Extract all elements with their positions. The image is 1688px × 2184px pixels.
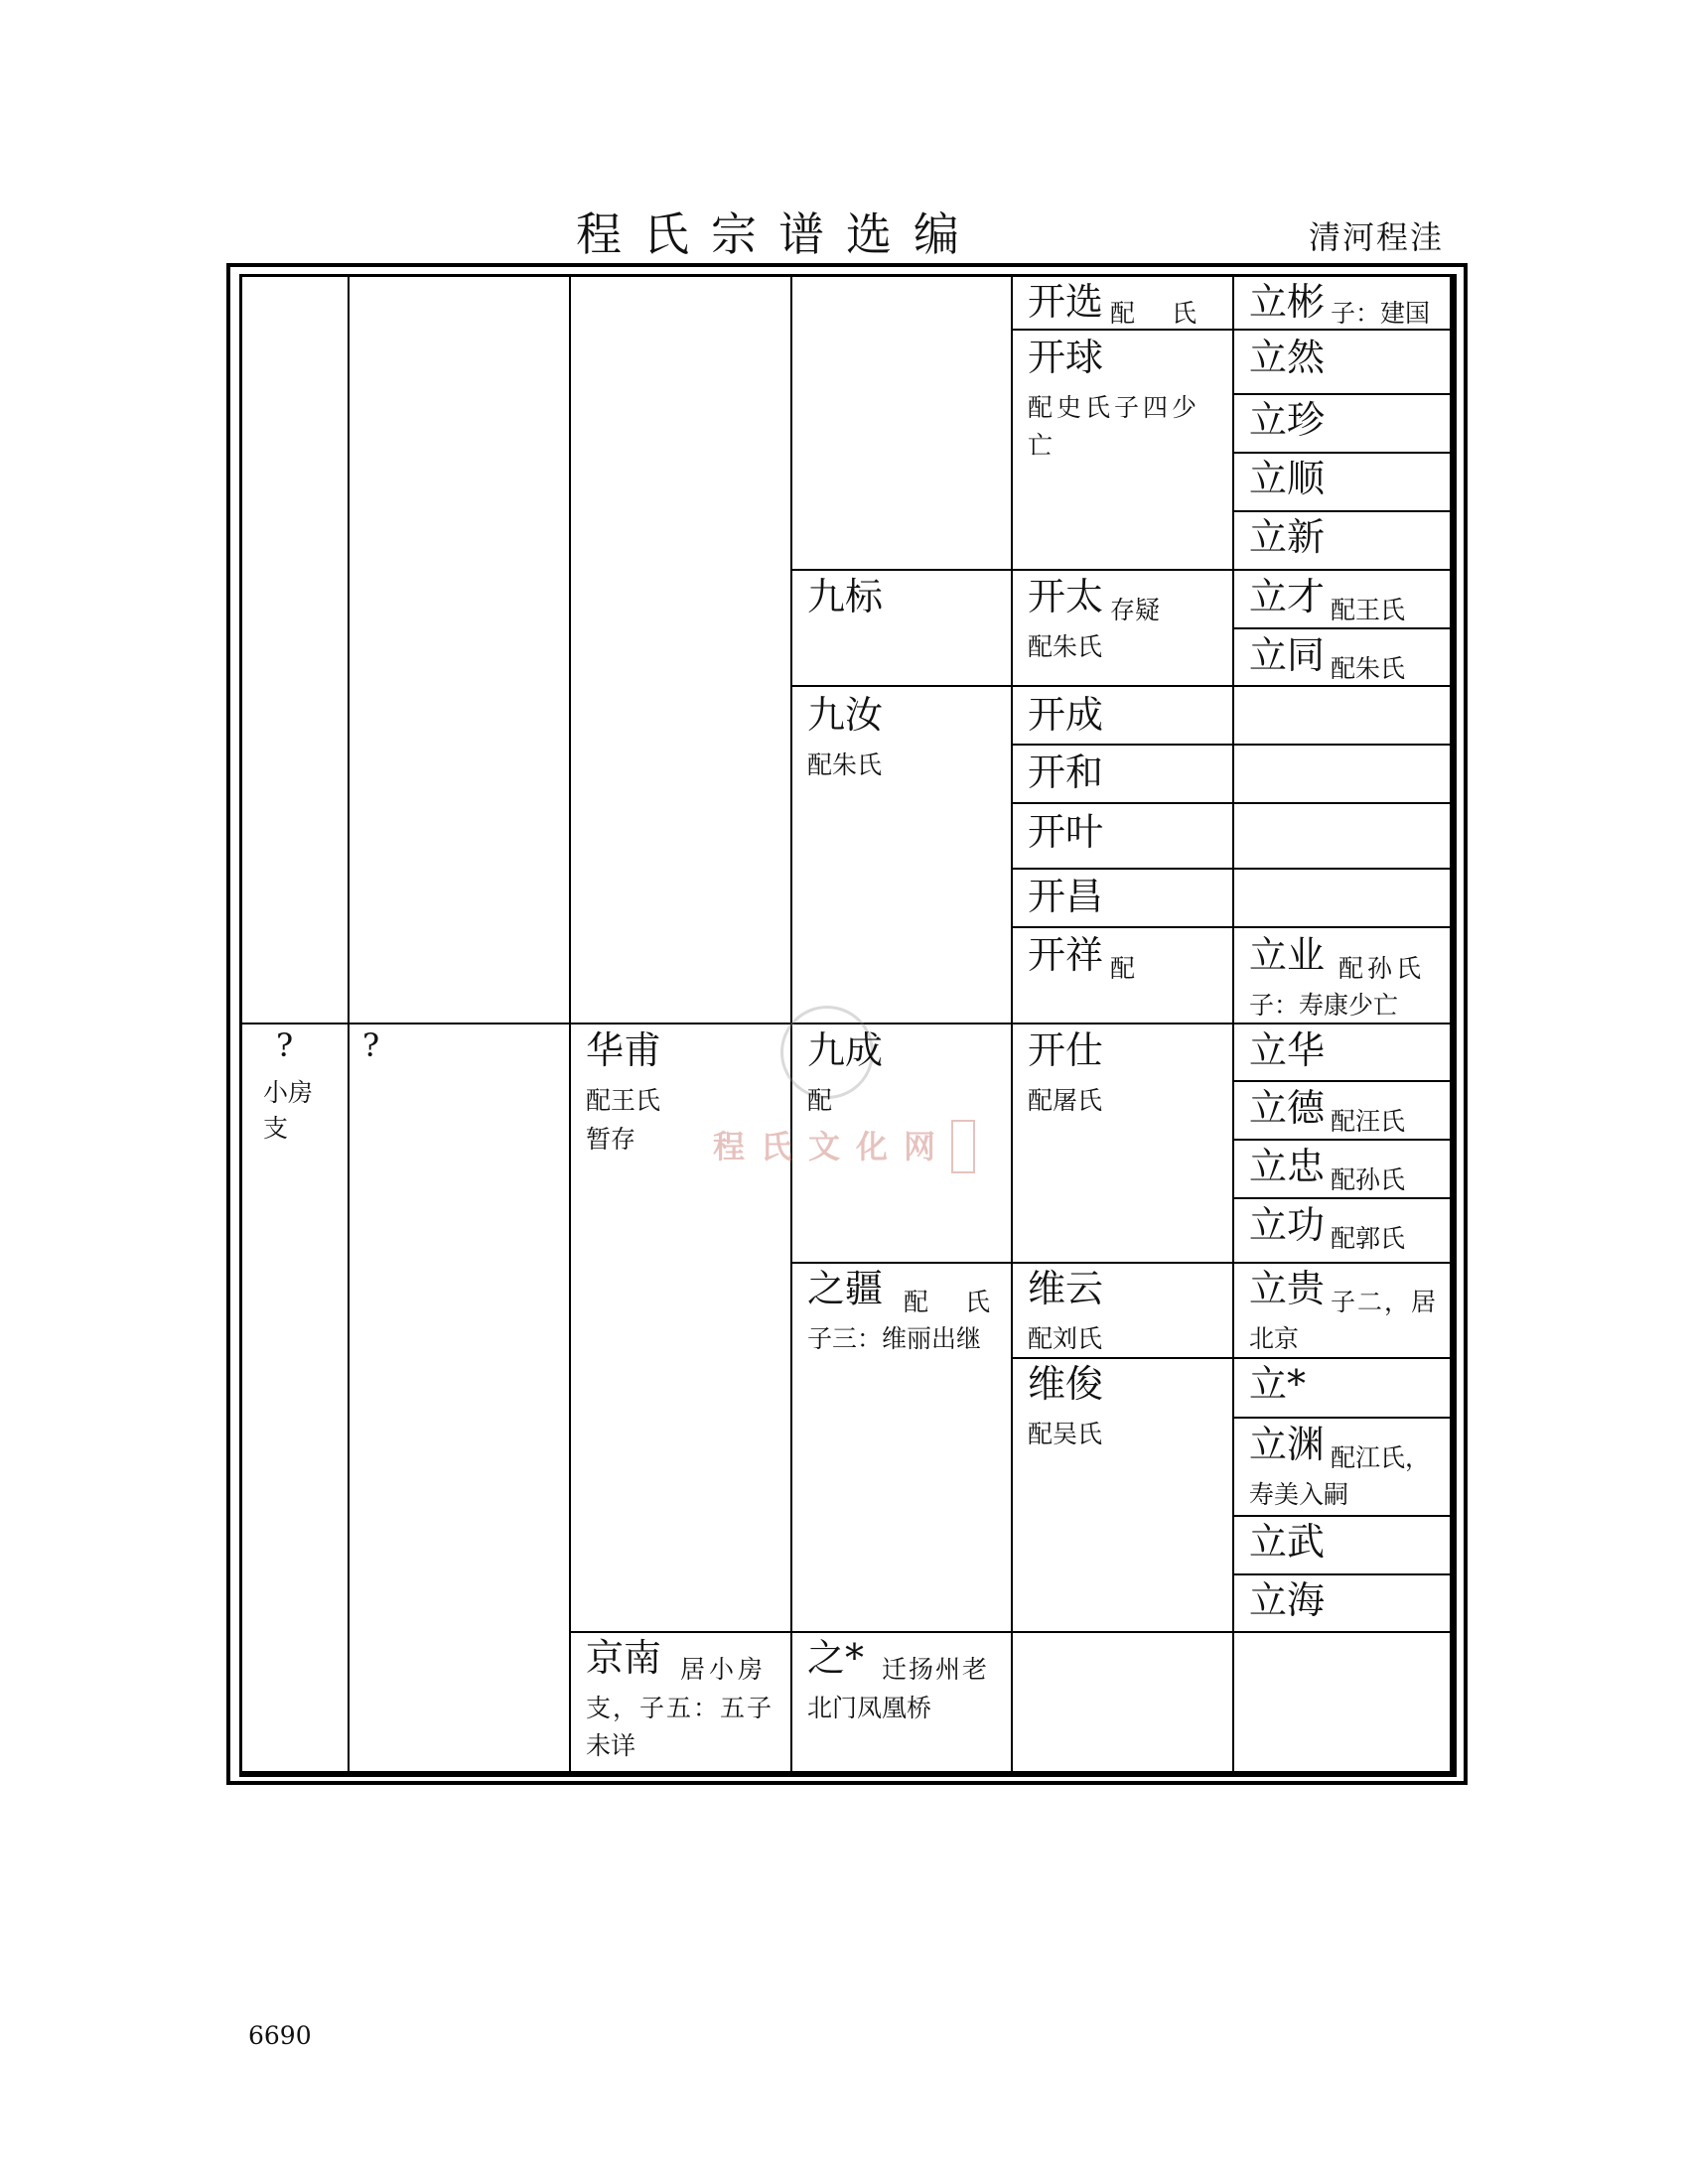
- person-name: 立同: [1249, 633, 1326, 677]
- person-name: 立忠: [1249, 1145, 1326, 1188]
- person-note: 配汪氏: [1331, 1107, 1406, 1136]
- row-divider: [1232, 1515, 1450, 1517]
- person-name: 立*: [1249, 1362, 1307, 1406]
- person-name: 九成: [807, 1028, 884, 1072]
- person-name: 九标: [807, 575, 884, 618]
- person-note: 寿美入嗣: [1249, 1480, 1349, 1509]
- person-name: 立渊: [1249, 1423, 1326, 1466]
- person-note: 配史氏子四少: [1028, 393, 1201, 422]
- stamp-watermark: [951, 1120, 975, 1173]
- person-name: 开仕: [1028, 1028, 1104, 1072]
- person-name: 立才: [1249, 575, 1326, 618]
- row-divider: [1011, 868, 1450, 870]
- person-name: 立德: [1249, 1086, 1326, 1130]
- person-name: 开球: [1028, 336, 1104, 379]
- person-note: 亡: [1028, 431, 1054, 460]
- person-name: 立海: [1249, 1578, 1326, 1622]
- row-divider: [1232, 1417, 1450, 1419]
- person-name: 立顺: [1249, 457, 1326, 500]
- row-divider: [1232, 1080, 1450, 1082]
- person-note: 配 氏: [904, 1288, 997, 1316]
- person-note: 暂存: [586, 1125, 636, 1154]
- person-name: 立珍: [1249, 398, 1326, 442]
- site-watermark: 程氏文化网: [713, 1128, 952, 1165]
- col1-note: 小房支: [263, 1078, 314, 1143]
- person-note: 配王氏: [1331, 596, 1406, 624]
- person-note: 居小房: [680, 1655, 768, 1684]
- person-note: 存疑: [1110, 596, 1161, 624]
- person-note: 配王氏: [586, 1086, 661, 1115]
- row-divider: [1232, 393, 1450, 395]
- person-note: 配 氏: [1110, 299, 1203, 328]
- person-note: 子：寿康少亡: [1249, 991, 1399, 1020]
- person-name: 立业: [1249, 933, 1326, 977]
- person-name: 维云: [1028, 1267, 1104, 1310]
- row-divider: [790, 1262, 1450, 1264]
- person-name: 九汝: [807, 693, 884, 737]
- row-divider: [1232, 1197, 1450, 1199]
- col2-mark: ?: [362, 1026, 380, 1064]
- person-note: 迁扬州老: [882, 1655, 990, 1684]
- person-name: 之疆: [807, 1267, 884, 1310]
- row-divider: [790, 569, 1450, 571]
- person-name: 华甫: [586, 1028, 662, 1072]
- person-name: 开昌: [1028, 875, 1104, 918]
- person-note: 配郭氏: [1331, 1224, 1406, 1253]
- person-note: 北门凤凰桥: [807, 1694, 932, 1722]
- row-divider: [1011, 802, 1450, 804]
- col1-mark: ?: [276, 1026, 294, 1064]
- row-divider: [1232, 627, 1450, 629]
- person-note: 配: [1110, 954, 1136, 983]
- person-name: 立武: [1249, 1520, 1326, 1564]
- person-note: 配吴氏: [1028, 1420, 1103, 1448]
- row-divider: [569, 1631, 1450, 1633]
- person-name: 开选: [1028, 280, 1104, 324]
- person-note: 支，子五：五子: [586, 1694, 774, 1722]
- person-name: 之*: [807, 1636, 865, 1680]
- person-name: 立贵: [1249, 1267, 1326, 1310]
- row-divider: [1011, 744, 1450, 746]
- person-name: 开叶: [1028, 810, 1104, 854]
- person-name: 立功: [1249, 1203, 1326, 1247]
- person-note: 未详: [586, 1731, 636, 1760]
- row-divider: [1011, 926, 1450, 928]
- person-note: 配刘氏: [1028, 1324, 1103, 1353]
- person-note: 北京: [1249, 1324, 1300, 1353]
- person-note: 子：建国: [1331, 299, 1431, 328]
- person-note: 子三：维丽出继: [807, 1324, 982, 1353]
- row-divider: [1232, 1139, 1450, 1141]
- person-note: 配孙氏: [1338, 954, 1426, 983]
- person-note: 子二，居: [1331, 1288, 1439, 1316]
- person-note: 配朱氏: [807, 751, 883, 779]
- person-name: 京南: [586, 1636, 662, 1680]
- row-divider: [1232, 452, 1450, 454]
- row-divider: [1232, 1573, 1450, 1575]
- person-name: 开和: [1028, 751, 1104, 794]
- person-name: 立彬: [1249, 280, 1326, 324]
- person-note: 配屠氏: [1028, 1086, 1103, 1115]
- row-divider: [1232, 510, 1450, 512]
- page-author: 清河程洼: [1309, 218, 1445, 256]
- person-note: 配: [807, 1086, 833, 1115]
- person-note: 配孙氏: [1331, 1165, 1406, 1194]
- person-name: 开成: [1028, 693, 1104, 737]
- page-title: 程氏宗谱选编: [576, 207, 981, 261]
- row-divider: [790, 685, 1450, 687]
- page-number: 6690: [248, 2021, 312, 2050]
- person-name: 立然: [1249, 336, 1326, 379]
- person-name: 立华: [1249, 1028, 1326, 1072]
- person-name: 开太: [1028, 575, 1104, 618]
- person-note: 配朱氏: [1331, 654, 1406, 683]
- person-note: 配江氏，: [1331, 1443, 1431, 1472]
- person-name: 立新: [1249, 515, 1326, 559]
- person-note: 配朱氏: [1028, 632, 1103, 661]
- person-name: 维俊: [1028, 1362, 1104, 1406]
- person-name: 开祥: [1028, 933, 1104, 977]
